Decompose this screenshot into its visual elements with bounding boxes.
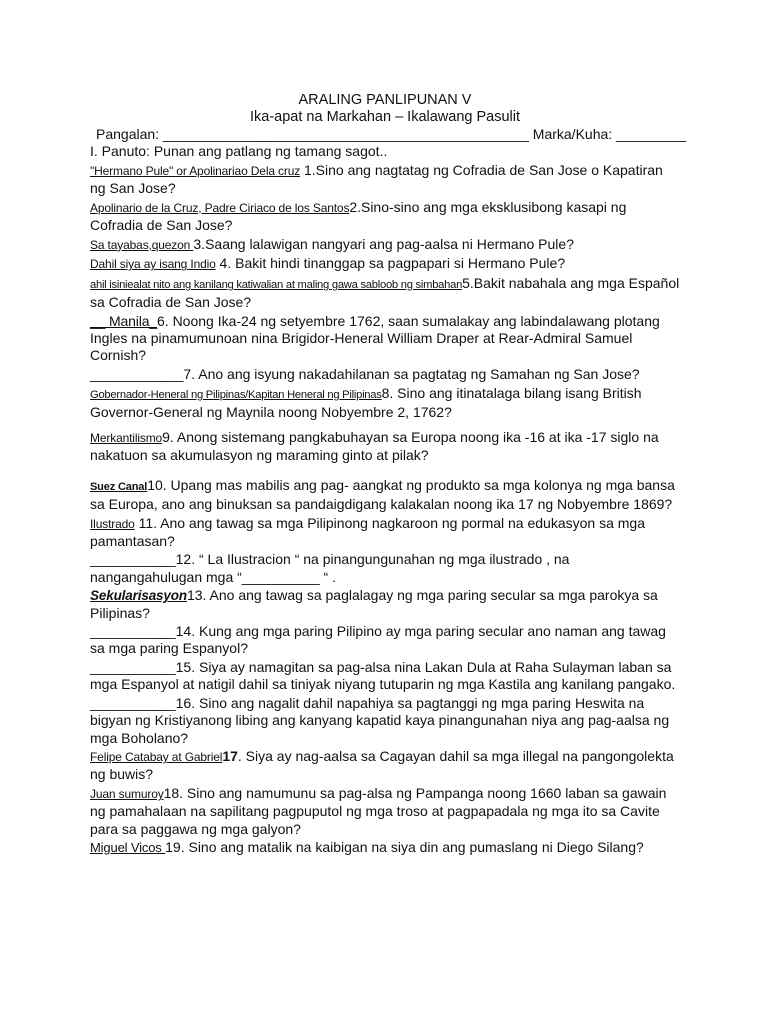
page-title: ARALING PANLIPUNAN V xyxy=(298,92,472,108)
answer-8: Gobernador-Heneral ng Pilipinas/Kapitan Heneral ng Pilipinas xyxy=(90,388,382,401)
question-9-text: 9. Anong sistemang pangkabuhayan sa Europa noong ika -16 at ika -17 siglo na nakatuon sa akumulasyon ng maraming ginto at pilak? xyxy=(90,429,659,464)
question-17-text: . Siya ay nag-aalsa sa Cagayan dahil sa mga illegal na pangongolekta ng buwis? xyxy=(90,748,674,783)
question-item-16 xyxy=(90,695,680,747)
answer-17: Felipe Catabay at Gabriel xyxy=(90,750,223,765)
answer-18: Juan sumuroy xyxy=(90,787,164,802)
question-6-text: 6. Noong Ika-24 ng setyembre 1762, saan sumalakay ang labindalawang plotang Ingles na pinamumunoan nina Brigidor-Heneral William Draper at Rear-Admiral Samuel Cornish? xyxy=(90,313,660,364)
question-4-text: 4. Bakit hindi tinanggap sa pagpapari si Hermano Pule? xyxy=(215,255,566,272)
question-item-12 xyxy=(90,551,680,585)
question-16-text: ___________16. Sino ang nagalit dahil napahiya sa pagtanggi ng mga paring Heswita na bigyan ng Kristiyanong libing ang kanyang kapatid kaya pinangunahan niya ang pag-aalsa ng mga Boholano? xyxy=(90,695,670,746)
question-14-text: ___________14. Kung ang mga paring Pilipino ay mga paring secular ano naman ang tawag sa mga paring Espanyol? xyxy=(90,623,666,657)
question-8-text: 8. Sino ang itinatalaga bilang isang British Governor-General ng Maynila noong Nobyembre 2, 1762? xyxy=(90,384,642,421)
answer-5: ahil isiniealat nito ang kanilang katiwalian at maling gawa sabloob ng simbahan xyxy=(90,279,463,292)
name-score-line: Pangalan: _______________________________________________ Marka/Kuha: _________ xyxy=(96,126,687,142)
question-11-text: 11. Ano ang tawag sa mga Pilipinong nagkaroon ng pormal na edukasyon sa mga pamantasan? xyxy=(90,514,645,549)
question-item-14 xyxy=(90,623,680,657)
question-13-text: 13. Ano ang tawag sa paglalagay ng mga paring secular sa mga parokya sa Pilipinas? xyxy=(90,587,658,621)
question-item-13 xyxy=(90,587,680,621)
question-item-11 xyxy=(90,515,680,550)
question-item-18 xyxy=(90,785,680,838)
answer-1: "Hermano Pule" or Apolinariao Dela cruz xyxy=(90,163,301,178)
answer-11: Ilustrado xyxy=(90,516,135,531)
question-12-text: ___________12. “ La Ilustracion “ na pinangungunahan ng mga ilustrado , na nangangahulugan mga “__________ “ . xyxy=(90,551,570,585)
answer-6: __ Manila_ xyxy=(90,313,157,330)
answer-3: Sa tayabas,quezon xyxy=(90,237,194,252)
question-19-text: 19. Sino ang matalik na kaibigan na siya din ang pumaslang ni Diego Silang? xyxy=(165,839,644,856)
question-3-text: 3.Saang lalawigan nangyari ang pag-aalsa ni Hermano Pule? xyxy=(193,235,574,252)
question-item-6 xyxy=(90,313,680,365)
question-item-19 xyxy=(90,839,680,856)
answer-10: Suez Canal xyxy=(90,480,148,493)
answer-19: Miguel Vicos xyxy=(90,840,166,856)
question-item-5 xyxy=(90,275,680,311)
question-item-8 xyxy=(90,385,680,421)
answer-9: Merkantilismo xyxy=(90,431,163,446)
question-item-10 xyxy=(90,477,680,513)
question-item-9 xyxy=(90,429,680,464)
question-15-text: ___________15. Siya ay namagitan sa pag-alsa nina Lakan Dula at Raha Sulayman laban sa mga Espanyol at natigil dahil sa tiniyak niyang tutuparin ng mga Kastila ang kanilang pangako. xyxy=(90,659,676,693)
page-subtitle: Ika-apat na Markahan – Ikalawang Pasulit xyxy=(249,109,521,125)
question-10-text: 10. Upang mas mabilis ang pag- aangkat ng produkto sa mga kolonya ng mga bansa sa Europa, ano ang binuksan sa pandaigdigang kalakalan noong ika 17 ng Nobyembre 1869? xyxy=(90,476,675,512)
question-item-4 xyxy=(90,255,680,273)
question-item-7 xyxy=(90,366,680,383)
question-5-text: 5.Bakit nabahala ang mga Español sa Cofradia de San Jose? xyxy=(90,275,680,311)
answer-2: Apolinario de la Cruz, Padre Ciriaco de los Santos xyxy=(90,200,350,215)
question-2-text: 2.Sino-sino ang mga eksklusibong kasapi ng Cofradia de San Jose? xyxy=(90,198,627,234)
question-7-text: ____________7. Ano ang isyung nakadahilanan sa pagtatag ng Samahan ng San Jose? xyxy=(90,366,640,383)
instructions: I. Panuto: Punan ang patlang ng tamang sagot.. xyxy=(90,143,388,160)
question-18-text: 18. Sino ang namumunu sa pag-alsa ng Pampanga noong 1660 laban sa gawain ng pamahalaan na sapilitang pagpuputol ng mga troso at pagpapadala ng mga ito sa Cavite para sa paggawa ng mga galyon? xyxy=(90,785,667,837)
question-item-1 xyxy=(90,162,680,197)
answer-4: Dahil siya ay isang Indio xyxy=(90,257,216,272)
question-item-2 xyxy=(90,199,680,234)
question-1-text: 1.Sino ang nagtatag ng Cofradia de San Jose o Kapatiran ng San Jose? xyxy=(90,161,663,197)
question-item-3 xyxy=(90,236,680,254)
question-item-15 xyxy=(90,659,680,693)
question-17-number: 17 xyxy=(222,748,238,765)
answer-13: Sekularisasyon xyxy=(90,588,187,604)
question-item-17 xyxy=(90,748,680,783)
